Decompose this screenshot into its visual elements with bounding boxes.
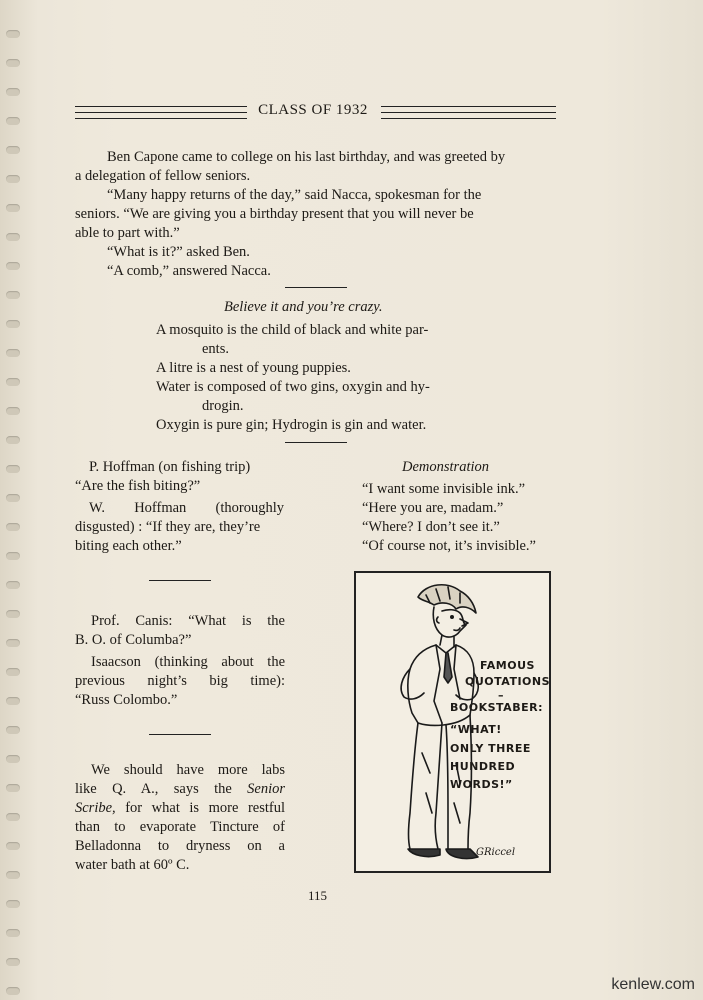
joke-line: “Here you are, madam.” (362, 500, 504, 516)
cartoon-caption-line: – (498, 689, 504, 702)
cartoon-panel (354, 571, 551, 873)
cartoon-caption-line: BOOKSTABER: (450, 701, 543, 714)
story-line: “Many happy returns of the day,” said Nacca, spokesman for the (107, 187, 482, 203)
binding-hole (6, 842, 20, 850)
joke-line: We should have more labs (91, 762, 285, 778)
binding-hole (6, 697, 20, 705)
section-divider (149, 734, 211, 735)
verse-line: A mosquito is the child of black and white par- (156, 322, 429, 338)
binding-hole (6, 552, 20, 560)
section-divider (149, 580, 211, 581)
joke-line: “I want some invisible ink.” (362, 481, 526, 497)
joke-line: “Where? I don’t see it.” (362, 519, 500, 535)
binding-hole (6, 233, 20, 241)
binding-hole (6, 320, 20, 328)
binding-hole (6, 755, 20, 763)
verse-line: drogin. (202, 398, 244, 414)
story-line: Ben Capone came to college on his last birthday, and was greeted by (107, 149, 506, 165)
joke-line: “Are the fish biting?” (75, 478, 201, 494)
binding-hole (6, 639, 20, 647)
binding-hole (6, 726, 20, 734)
binding-hole (6, 929, 20, 937)
joke-line: previous night’s big time): (75, 673, 285, 689)
joke-line: disgusted) : “If they are, they’re (75, 519, 261, 535)
section-title: Demonstration (402, 459, 489, 475)
binding-hole (6, 88, 20, 96)
cartoon-caption-line: QUOTATIONS (465, 675, 551, 688)
binding-hole (6, 871, 20, 879)
spiral-binding (6, 0, 28, 1000)
story-line: able to part with.” (75, 225, 180, 241)
joke-line: than to evaporate Tincture of (75, 819, 285, 835)
joke-line: Scribe, for what is more restful (75, 800, 285, 816)
cartoon-caption-line: FAMOUS (480, 659, 535, 672)
joke-line: Prof. Canis: “What is the (91, 613, 285, 629)
binding-hole (6, 581, 20, 589)
binding-hole (6, 378, 20, 386)
page-number: 115 (308, 888, 328, 903)
binding-hole (6, 494, 20, 502)
binding-hole (6, 175, 20, 183)
binding-hole (6, 291, 20, 299)
binding-hole (6, 204, 20, 212)
binding-hole (6, 668, 20, 676)
verse-line: A litre is a nest of young puppies. (156, 360, 351, 376)
section-divider (285, 287, 347, 288)
cartoon-caption-line: HUNDRED (450, 760, 516, 773)
story-line: “A comb,” answered Nacca. (107, 263, 271, 279)
cartoon-caption-line: ONLY THREE (450, 742, 531, 755)
story-line: “What is it?” asked Ben. (107, 244, 250, 260)
section-divider (285, 442, 347, 443)
joke-line: Isaacson (thinking about the (91, 654, 285, 670)
binding-hole (6, 900, 20, 908)
binding-hole (6, 784, 20, 792)
cartoon-caption-line: “WHAT! (450, 723, 502, 736)
binding-hole (6, 407, 20, 415)
binding-hole (6, 117, 20, 125)
binding-hole (6, 262, 20, 270)
cartoon-caption-line: WORDS!” (450, 778, 513, 791)
joke-line: P. Hoffman (on fishing trip) (89, 459, 251, 475)
binding-hole (6, 523, 20, 531)
binding-hole (6, 610, 20, 618)
binding-hole (6, 958, 20, 966)
artist-signature: GRiccel (476, 847, 516, 858)
joke-line: W. Hoffman (thoroughly (89, 500, 284, 516)
joke-line: water bath at 60º C. (75, 857, 190, 873)
verse-line: ents. (202, 341, 229, 357)
joke-line: like Q. A., says the Senior (75, 781, 285, 797)
binding-hole (6, 59, 20, 67)
binding-hole (6, 465, 20, 473)
joke-line: “Russ Colombo.” (75, 692, 178, 708)
story-line: a delegation of fellow seniors. (75, 168, 251, 184)
binding-hole (6, 349, 20, 357)
page-title: CLASS OF 1932 (258, 102, 368, 118)
binding-hole (6, 146, 20, 154)
binding-hole (6, 30, 20, 38)
joke-line: Belladonna to dryness on a (75, 838, 285, 854)
section-title: Believe it and you’re crazy. (224, 299, 383, 315)
verse-line: Oxygin is pure gin; Hydrogin is gin and water. (156, 417, 427, 433)
story-line: seniors. “We are giving you a birthday present that you will never be (75, 206, 474, 222)
joke-line: B. O. of Columba?” (75, 632, 192, 648)
joke-line: biting each other.” (75, 538, 182, 554)
cartoon-drawing (356, 573, 549, 871)
joke-line: “Of course not, it’s invisible.” (362, 538, 536, 554)
binding-hole (6, 436, 20, 444)
watermark-credit: kenlew.com (611, 976, 695, 993)
binding-hole (6, 813, 20, 821)
verse-line: Water is composed of two gins, oxygin and hy- (156, 379, 430, 395)
binding-hole (6, 987, 20, 995)
